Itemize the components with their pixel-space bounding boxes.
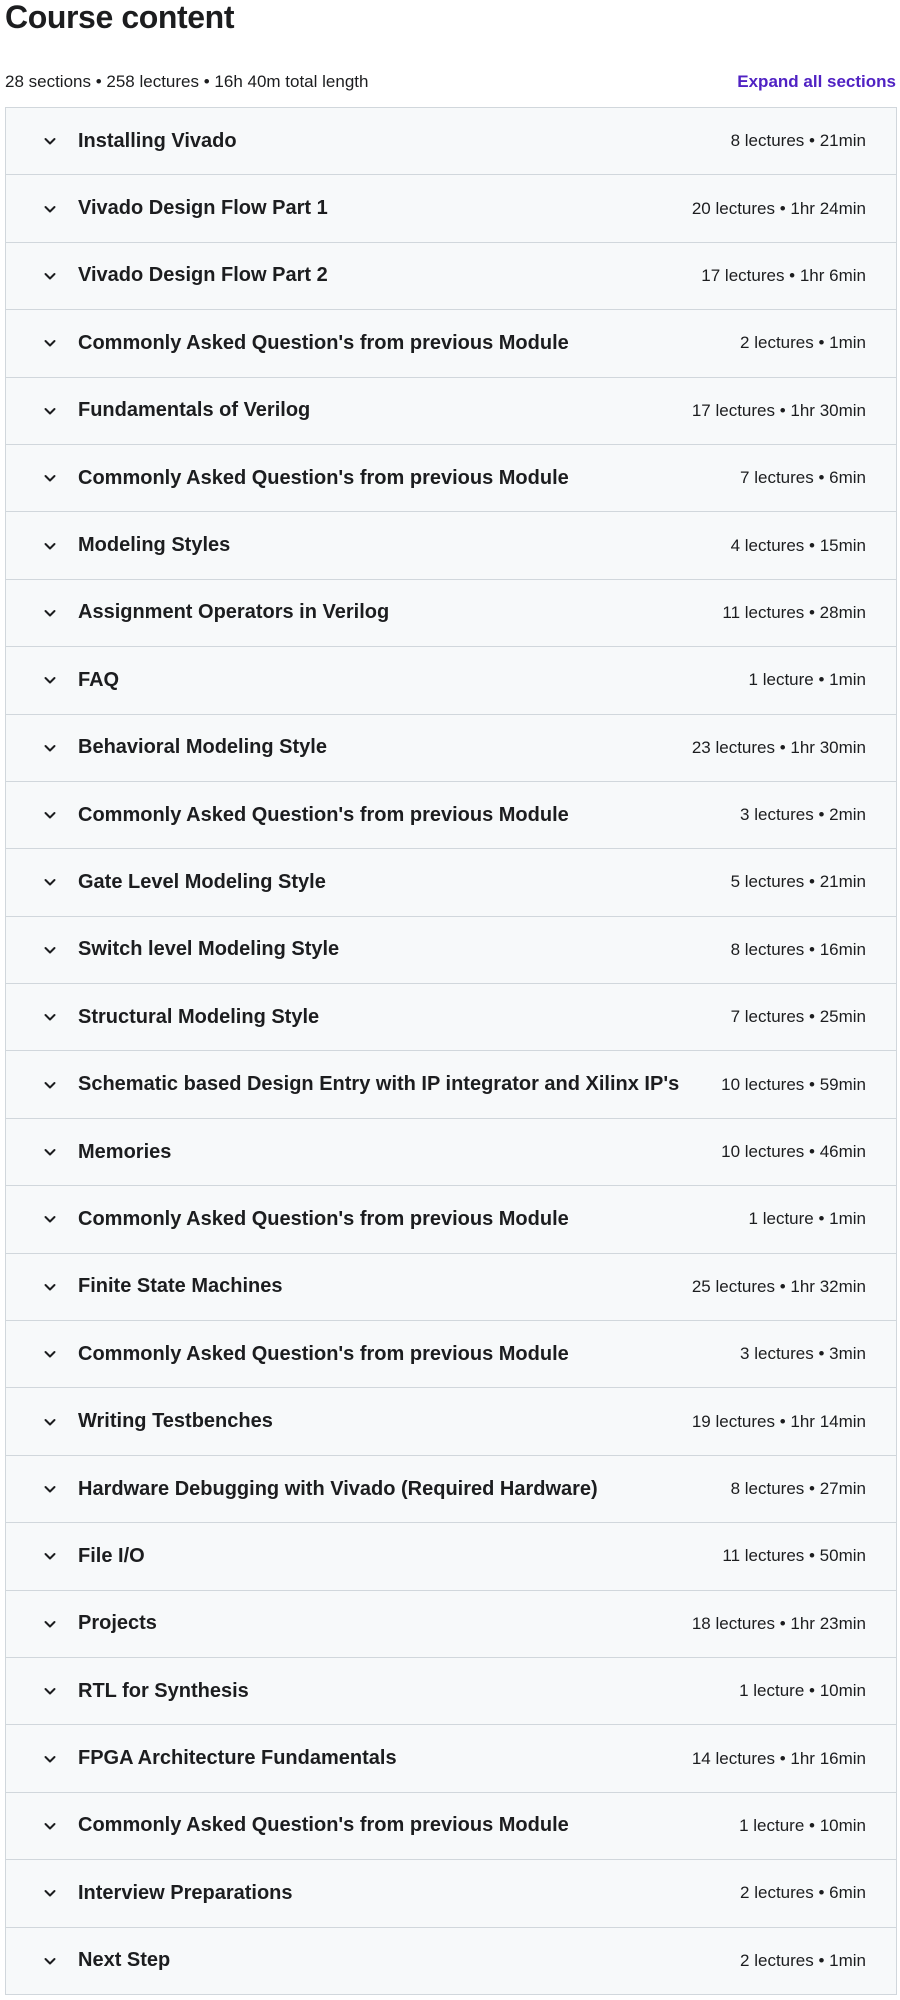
course-summary: 28 sections • 258 lectures • 16h 40m total length [5, 72, 369, 91]
section-header[interactable] [6, 445, 896, 512]
section-title: Memories [78, 1140, 172, 1163]
section-meta: 11 lectures • 28min [722, 602, 866, 622]
chevron-down-icon [42, 1818, 58, 1834]
chevron-down-icon [42, 1077, 58, 1093]
section-meta: 18 lectures • 1hr 23min [691, 1613, 866, 1633]
section-title: RTL for Synthesis [78, 1679, 249, 1702]
section-title: Installing Vivado [78, 129, 237, 152]
chevron-down-icon [42, 605, 58, 621]
chevron-down-icon [42, 740, 58, 756]
chevron-down-icon [42, 1751, 58, 1767]
chevron-down-icon [42, 538, 58, 554]
section-header[interactable] [6, 715, 896, 782]
section-meta: 19 lectures • 1hr 14min [691, 1411, 866, 1431]
section-title: Finite State Machines [78, 1275, 283, 1298]
section-meta: 3 lectures • 3min [740, 1344, 866, 1364]
section-title: Assignment Operators in Verilog [78, 601, 390, 624]
section-header[interactable] [6, 1456, 896, 1523]
section-title: Vivado Design Flow Part 1 [78, 197, 328, 220]
section-meta: 3 lectures • 2min [740, 805, 866, 825]
chevron-down-icon [42, 1346, 58, 1362]
section-header[interactable] [6, 849, 896, 916]
section-header[interactable] [6, 917, 896, 984]
section-title: Fundamentals of Verilog [78, 399, 311, 422]
section-header[interactable] [6, 1793, 896, 1860]
section-title: Commonly Asked Question's from previous Module [78, 803, 569, 826]
section-title: Modeling Styles [78, 534, 231, 557]
section-meta: 1 lecture • 1min [748, 670, 866, 690]
section-meta: 2 lectures • 1min [740, 1950, 866, 1970]
section-meta: 1 lecture • 10min [739, 1681, 866, 1701]
chevron-down-icon [42, 1548, 58, 1564]
section-meta: 4 lectures • 15min [730, 535, 866, 555]
section-title: Next Step [78, 1949, 171, 1972]
section-meta: 5 lectures • 21min [730, 872, 866, 892]
section-title: File I/O [78, 1544, 145, 1567]
section-header[interactable] [6, 1186, 896, 1253]
section-header[interactable] [6, 378, 896, 445]
section-title: Commonly Asked Question's from previous Module [78, 466, 569, 489]
section-meta: 20 lectures • 1hr 24min [691, 198, 866, 218]
section-meta: 7 lectures • 6min [740, 468, 866, 488]
chevron-down-icon [42, 942, 58, 958]
section-header[interactable] [6, 984, 896, 1051]
section-header[interactable] [6, 1591, 896, 1658]
section-title: Commonly Asked Question's from previous Module [78, 331, 569, 354]
section-header[interactable] [6, 310, 896, 377]
chevron-down-icon [42, 403, 58, 419]
course-summary-bar [5, 68, 896, 96]
section-meta: 1 lecture • 10min [739, 1815, 866, 1835]
section-header[interactable] [6, 1725, 896, 1792]
section-header[interactable] [6, 108, 896, 175]
section-header[interactable] [6, 175, 896, 242]
section-title: Projects [78, 1612, 157, 1635]
chevron-down-icon [42, 268, 58, 284]
chevron-down-icon [42, 1279, 58, 1295]
section-header[interactable] [6, 1254, 896, 1321]
chevron-down-icon [42, 470, 58, 486]
section-meta: 25 lectures • 1hr 32min [691, 1276, 866, 1296]
section-header[interactable] [6, 1860, 896, 1927]
section-title: Writing Testbenches [78, 1410, 273, 1433]
section-meta: 10 lectures • 46min [721, 1142, 866, 1162]
chevron-down-icon [42, 335, 58, 351]
section-title: Commonly Asked Question's from previous Module [78, 1342, 569, 1365]
section-title: Structural Modeling Style [78, 1005, 320, 1028]
section-header[interactable] [6, 647, 896, 714]
section-header[interactable] [6, 1928, 896, 1995]
section-title: FAQ [78, 668, 120, 691]
section-title: Interview Preparations [78, 1881, 293, 1904]
chevron-down-icon [42, 1616, 58, 1632]
section-meta: 2 lectures • 1min [740, 333, 866, 353]
section-header[interactable] [6, 1119, 896, 1186]
section-header[interactable] [6, 1523, 896, 1590]
section-title: Commonly Asked Question's from previous Module [78, 1814, 569, 1837]
section-title: Vivado Design Flow Part 2 [78, 264, 328, 287]
section-header[interactable] [6, 512, 896, 579]
chevron-down-icon [42, 672, 58, 688]
section-header[interactable] [6, 1321, 896, 1388]
chevron-down-icon [42, 1009, 58, 1025]
chevron-down-icon [42, 874, 58, 890]
chevron-down-icon [42, 201, 58, 217]
section-title: Gate Level Modeling Style [78, 870, 326, 893]
section-meta: 17 lectures • 1hr 6min [701, 265, 866, 285]
section-meta: 10 lectures • 59min [721, 1074, 866, 1094]
section-header[interactable] [6, 1051, 896, 1118]
section-title: Behavioral Modeling Style [78, 736, 327, 759]
section-header[interactable] [6, 1658, 896, 1725]
chevron-down-icon [42, 1211, 58, 1227]
chevron-down-icon [42, 1885, 58, 1901]
section-meta: 14 lectures • 1hr 16min [691, 1748, 866, 1768]
section-meta: 8 lectures • 27min [730, 1479, 866, 1498]
section-title: Schematic based Design Entry with IP integrator and Xilinx IP's [78, 1073, 680, 1096]
section-title: Switch level Modeling Style [78, 938, 340, 961]
page-title: Course content [5, 0, 235, 35]
section-header[interactable] [6, 580, 896, 647]
expand-all-button[interactable]: Expand all sections [737, 72, 896, 91]
section-header[interactable] [6, 243, 896, 310]
chevron-down-icon [42, 133, 58, 149]
section-meta: 1 lecture • 1min [748, 1209, 866, 1229]
section-meta: 8 lectures • 21min [730, 131, 866, 151]
section-meta: 23 lectures • 1hr 30min [691, 737, 866, 757]
section-title: FPGA Architecture Fundamentals [78, 1747, 397, 1770]
section-title: Commonly Asked Question's from previous Module [78, 1207, 569, 1230]
sections-list [5, 107, 897, 1995]
section-meta: 17 lectures • 1hr 30min [691, 400, 866, 420]
section-header[interactable] [6, 1388, 896, 1455]
section-meta: 8 lectures • 16min [730, 939, 866, 959]
chevron-down-icon [42, 1481, 58, 1497]
section-meta: 7 lectures • 25min [730, 1007, 866, 1027]
chevron-down-icon [42, 807, 58, 823]
chevron-down-icon [42, 1953, 58, 1969]
section-meta: 11 lectures • 50min [722, 1546, 866, 1566]
chevron-down-icon [42, 1414, 58, 1430]
section-meta: 2 lectures • 6min [740, 1883, 866, 1903]
chevron-down-icon [42, 1144, 58, 1160]
chevron-down-icon [42, 1683, 58, 1699]
section-title: Hardware Debugging with Vivado (Required Hardware) [78, 1477, 598, 1500]
section-header[interactable] [6, 782, 896, 849]
